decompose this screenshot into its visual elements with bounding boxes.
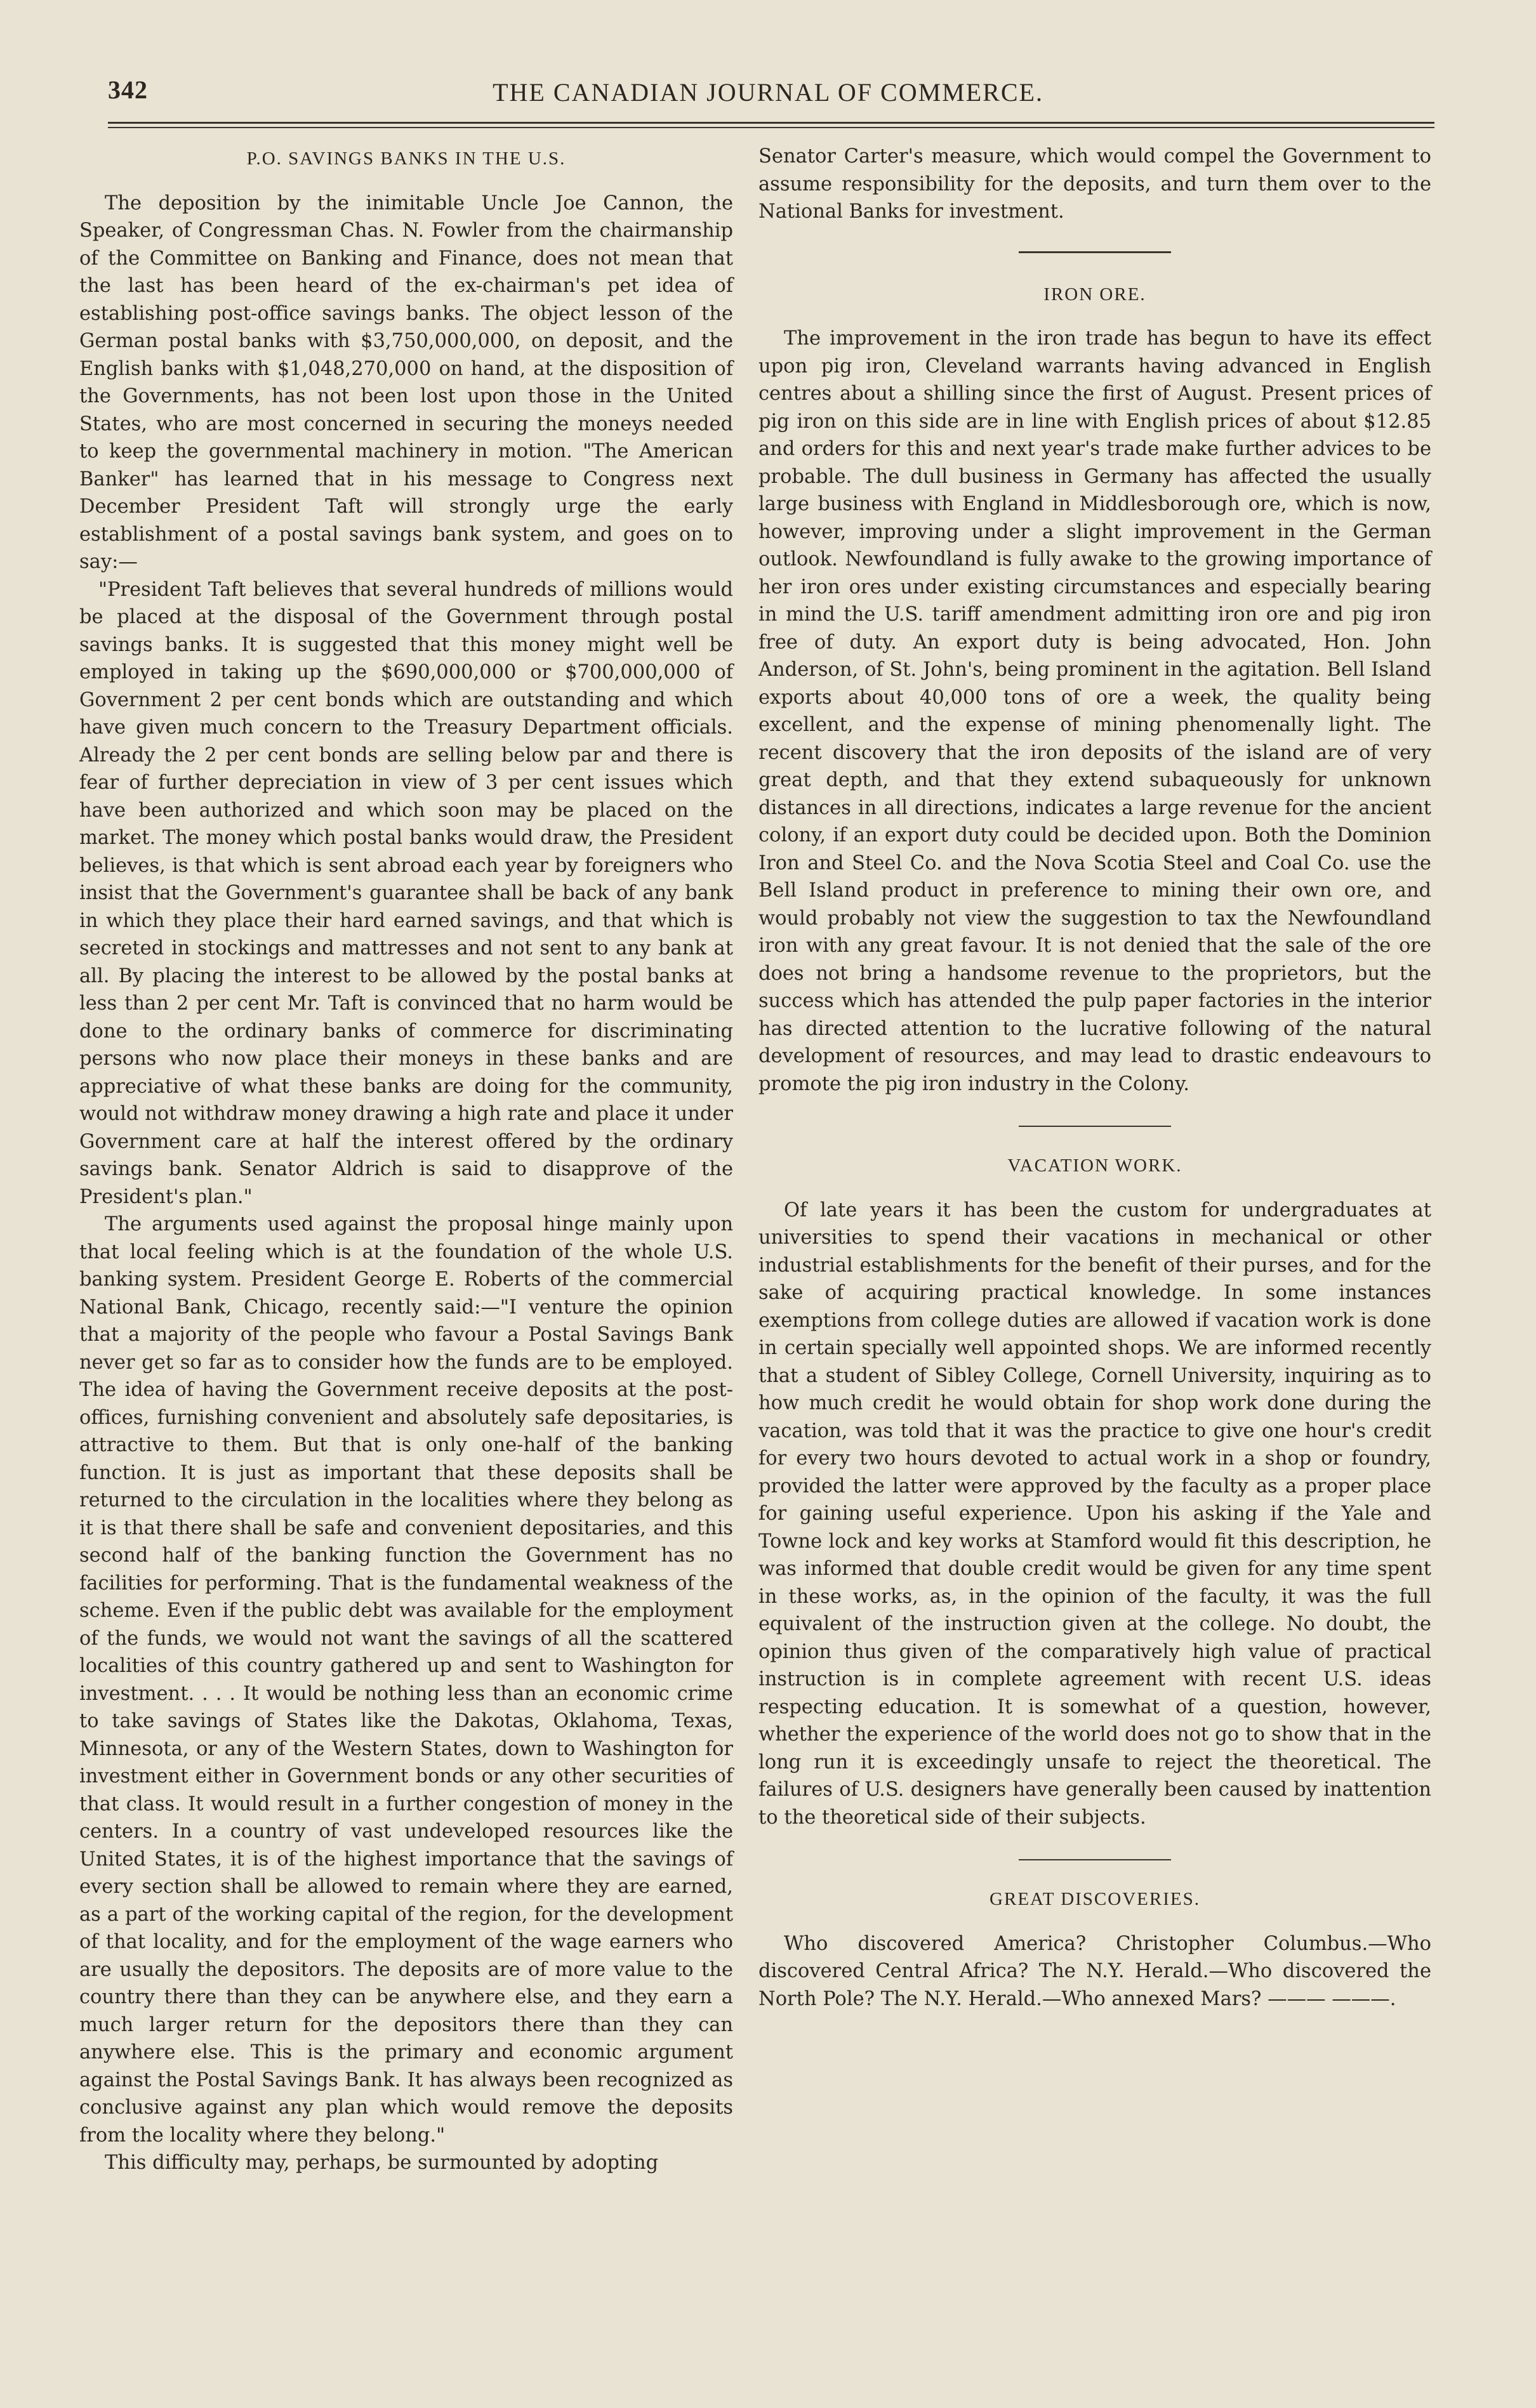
article-paragraph: Of late years it has been the custom for undergraduates at universities to spend their vacations in mechanical or other industrial establishments for the benefit of their purses, and for the sake of acquiring practical knowledge. In some instances exemptions from college duties are allowed if vacation work is done in certain specially well appointed shops. We are informed recently that a student of Sibley College, Cornell University, inquiring as to how much credit he would obtain for shop work done during the vacation, was told that it was the practice to give one hour's credit for every two hours devoted to actual work in a shop or foundry, provided the latter were approved by the faculty as a proper place for gaining useful experience. Upon his asking if the Yale and Towne lock and key works at Stamford would fit this description, he was informed that double credit would be given for any time spent in these works, as, in the opinion of the faculty, it was the full equivalent of the instruction given at the college. No doubt, the opinion thus given of the comparatively high value of practical instruction is in complete agreement with recent U.S. ideas respecting education. It is somewhat of a question, however, whether the experience of the world does not go to show that in the long run it is exceedingly unsafe to reject the theoretical. The failures of U.S. designers have generally been caused by inattention to the theoretical side of their subjects. bbox=[758, 1199, 1431, 1829]
article-paragraph: This difficulty may, perhaps, be surmounted by adopting bbox=[105, 2152, 659, 2174]
article-paragraph: Who discovered America? Christopher Columbus.—Who discovered Central Africa? The N.Y. Herald.—Who discovered the North Pole? The N.Y. Herald.—Who annexed Mars? ——— ———. bbox=[758, 1932, 1431, 2010]
article-quote: "President Taft believes that several hundreds of millions would be placed at the disposal of the Government through postal savings banks. It is suggested that this money might well be employed in taking up the $690,000,000 or $700,000,000 of Government 2 per cent bonds which are outstanding and which have given much concern to the Treasury Department officials. Already the 2 per cent bonds are selling below par and there is fear of further depreciation in view of 3 per cent issues which have been authorized and which soon may be placed on the market. The money which postal banks would draw, the President believes, is that which is sent abroad each year by foreigners who insist that the Government's guarantee shall be back of any bank in which they place their hard earned savings, and that which is secreted in stockings and mattresses and not sent to any bank at all. By placing the interest to be allowed by the postal banks at less than 2 per cent Mr. Taft is convinced that no harm would be done to the ordinary banks of commerce for discriminating persons who now place their moneys in these banks and are appreciative of what these banks are doing for the community, would not withdraw money drawing a high rate and place it under Government care at half the interest offered by the ordinary savings bank. Senator Aldrich is said to disapprove of the President's plan." bbox=[79, 578, 733, 1208]
right-column bbox=[758, 143, 1431, 2013]
header-rule bbox=[108, 122, 1434, 124]
section-divider bbox=[1019, 251, 1171, 253]
article-paragraph: The deposition by the inimitable Uncle Joe Cannon, the Speaker, of Congressman Chas. N. Fowler from the chairmanship of the Committee on Banking and Finance, does not mean that the last has been heard of the ex-chairman's pet idea of establishing post-office savings banks. The object lesson of the German postal banks with $3,750,000,000, on deposit, and the English banks with $1,048,270,000 on hand, at the disposition of the Governments, has not been lost upon those in the United States, who are most concerned in securing the moneys needed to keep the governmental machinery in motion. "The American Banker" has learned that in his message to Congress next December President Taft will strongly urge the early establishment of a postal savings bank system, and goes on to say:— bbox=[79, 192, 733, 573]
article-paragraph: The arguments used against the proposal hinge mainly upon that local feeling which is at the foundation of the whole U.S. banking system. President George E. Roberts of the commercial National Bank, Chicago, recently said:—"I venture the opinion that a majority of the people who favour a Postal Savings Bank never get so far as to consider how the funds are to be employed. The idea of having the Government receive deposits at the post-offices, furnishing convenient and absolutely safe depositaries, is attractive to them. But that is only one-half of the banking function. It is just as important that these deposits shall be returned to the circulation in the localities where they belong as it is that there shall be safe and convenient depositaries, and this second half of the banking function the Government has no facilities for performing. That is the fundamental weakness of the scheme. Even if the public debt was available for the employment of the funds, we would not want the savings of all the scattered localities of this country gathered up and sent to Washington for investment. . . . It would be nothing less than an economic crime to take savings of States like the Dakotas, Oklahoma, Texas, Minnesota, or any of the Western States, down to Washington for investment either in Government bonds or any other securities of that class. It would result in a further congestion of money in the centers. In a country of vast undeveloped resources like the United States, it is of the highest importance that the savings of every section shall be allowed to remain where they are earned, as a part of the working capital of the region, for the development of that locality, and for the employment of the wage earners who are usually the depositors. The deposits are of more value to the country there than they can be anywhere else, and they earn a much larger return for the depositors there than they can anywhere else. This is the primary and economic argument against the Postal Savings Bank. It has always been recognized as conclusive against any plan which would remove the deposits from the locality where they belong." bbox=[79, 1213, 733, 2147]
page-header bbox=[95, 75, 1441, 113]
page-number: 342 bbox=[108, 76, 148, 104]
header-rule-secondary bbox=[108, 127, 1434, 128]
continued-paragraph: Senator Carter's measure, which would compel the Government to assume responsibility for the deposits, and turn them over to the National Banks for investment. bbox=[758, 145, 1431, 223]
section-divider bbox=[1019, 1859, 1171, 1860]
article-paragraph: The improvement in the iron trade has begun to have its effect upon pig iron, Cleveland warrants having advanced in English centres about a shilling since the first of August. Present prices of pig iron on this side are in line with English prices of about $12.85 and orders for this and next year's trade make further advices to be probable. The dull business in Germany has affected the usually large business with England in Middlesborough ore, which is now, however, improving under a slight improvement in the German outlook. Newfoundland is fully awake to the growing importance of her iron ores under existing circumstances and especially bearing in mind the U.S. tariff amendment admitting iron ore and pig iron free of duty. An export duty is being advocated, Hon. John Anderson, of St. John's, being prominent in the agitation. Bell Island exports about 40,000 tons of ore a week, the quality being excellent, and the expense of mining phenomenally light. The recent discovery that the iron deposits of the island are of very great depth, and that they extend subaqueously for unknown distances in all directions, indicates a large revenue for the ancient colony, if an export duty could be decided upon. Both the Dominion Iron and Steel Co. and the Nova Scotia Steel and Coal Co. use the Bell Island product in preference to mining their own ore, and would probably not view the suggestion to tax the Newfoundland iron with any great favour. It is not denied that the sale of the ore does not bring a handsome revenue to the proprietors, but the success which has attended the pulp paper factories in the interior has directed attention to the lucrative following of the natural development of resources, and may lead to drastic endeavours to promote the pig iron industry in the Colony. bbox=[758, 327, 1431, 1095]
section-divider bbox=[1019, 1126, 1171, 1127]
article-title-great-discoveries: GREAT DISCOVERIES. bbox=[990, 1889, 1200, 1909]
article-title-savings-banks: P.O. SAVINGS BANKS IN THE U.S. bbox=[246, 148, 566, 169]
journal-title: THE CANADIAN JOURNAL OF COMMERCE. bbox=[493, 78, 1043, 107]
article-title-vacation-work: VACATION WORK. bbox=[1007, 1155, 1182, 1176]
article-title-iron-ore: IRON ORE. bbox=[1043, 284, 1146, 305]
left-column bbox=[79, 143, 733, 2177]
